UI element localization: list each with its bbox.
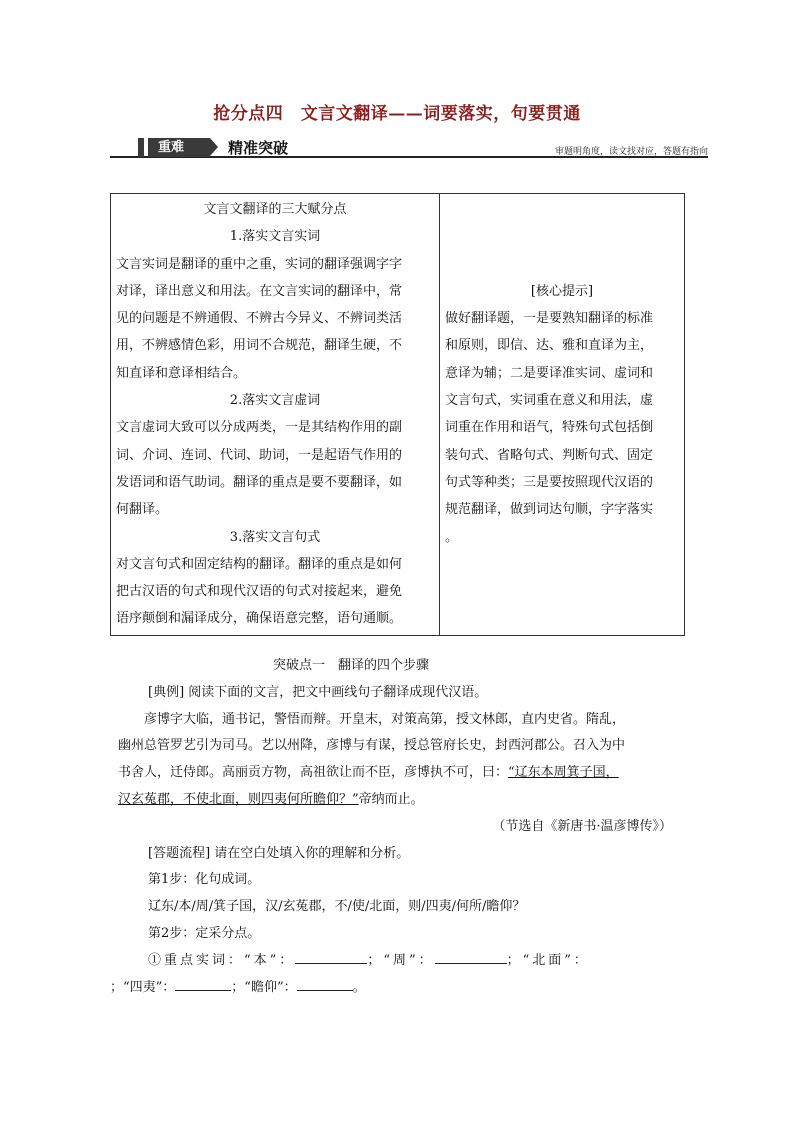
tip-line: 。 (445, 529, 459, 545)
banner-heading: 精准突破 (228, 139, 289, 157)
section-line: 见的问题是不辨通假、不辨古今异义、不辨词类活 (116, 311, 403, 327)
passage-line: 幽州总管罗艺引为司马。艺以州降，彦博与有谋，授总管府长史，封西河郡公。召入为中 (118, 738, 626, 754)
breakthrough-section (110, 653, 678, 1001)
table-left-heading: 文言文翻译的三大赋分点 (203, 202, 347, 217)
scoring-points-table (110, 193, 685, 636)
step-1-text: 辽东/本/周/箕子国，汉/玄菟郡，不/使/北面，则/四夷/何所/瞻仰？ (148, 899, 526, 915)
question-word: ；“北面”： (506, 952, 590, 968)
question-prefix: ①重点实词： (148, 952, 245, 968)
example-intro (118, 680, 678, 707)
example-label: [典例] (148, 684, 185, 700)
answer-blank[interactable] (175, 978, 231, 991)
step-1: 第1步：化句成词。 (148, 872, 261, 888)
scoring-points-cell (111, 194, 440, 636)
passage-text: 帝纳而止。 (358, 791, 424, 807)
tip-line: 做好翻译题，一是要熟知翻译的标准 (445, 311, 654, 327)
core-tips-heading: [核心提示] (530, 283, 594, 299)
passage-text: 书舍人，迁侍郎。高丽贡方物，高祖欲让而不臣，彦博执不可，曰： (118, 765, 509, 781)
answer-flow-label: [答题流程] (148, 845, 211, 861)
tip-line: 句式等种类；三是要按照现代汉语的 (445, 474, 654, 490)
tip-line: 意译为辅；二是要译准实词、虚词和 (445, 365, 654, 381)
answer-flow-instruction: 请在空白处填入你的理解和分析。 (214, 845, 410, 861)
section-line: 语序颠倒和漏译成分，确保语意完整，语句通顺。 (116, 611, 403, 627)
question-word: ；“四夷”： (110, 979, 176, 995)
question-end: 。 (352, 979, 366, 995)
passage-line: 彦博字大临，通书记，警悟而辩。开皇末，对策高第，授文林郎，直内史省。隋乱， (144, 711, 626, 727)
tip-line: 文言句式，实词重在意义和用法，虚 (445, 393, 654, 409)
example-instruction: 阅读下面的文言，把文中画线句子翻译成现代汉语。 (188, 684, 488, 700)
section-line: 知直译和意译相结合。 (116, 365, 247, 381)
section-heading: 1.落实文言实词 (229, 229, 321, 245)
section-line: 用，不辨感情色彩，用词不合规范，翻译生硬，不 (116, 338, 403, 354)
underlined-sentence: 汉玄菟郡，不使北面，则四夷何所瞻仰？” (118, 791, 359, 807)
section-line: 发语词和语气助词。翻译的重点是要不要翻译，如 (116, 474, 403, 490)
section-banner (110, 137, 708, 159)
section-heading: 3.落实文言句式 (229, 529, 321, 545)
passage-line (118, 787, 678, 814)
question-word: “本”： (244, 952, 296, 968)
answer-blank[interactable] (435, 951, 507, 964)
section-line: 把古汉语的句式和现代汉语的句式对接起来，避免 (116, 584, 403, 600)
underlined-sentence: “辽东本周箕子国， (508, 765, 619, 781)
core-tips-cell (440, 194, 685, 636)
tip-line: 和原则，即信、达、雅和直译为主， (445, 338, 654, 354)
badge-marker (138, 138, 144, 157)
section-line: 文言实词是翻译的重中之重，实词的翻译强调字字 (116, 256, 403, 272)
tip-line: 规范翻译，做到词达句顺，字字落实 (445, 502, 654, 518)
step-2: 第2步：定采分点。 (148, 925, 261, 941)
banner-subtitle: 审题明角度，读文找对应，答题有指向 (554, 147, 708, 157)
point-heading: 突破点一 翻译的四个步骤 (273, 658, 430, 673)
keyword-question (118, 948, 678, 975)
passage-source: （节选自《新唐书·温彦博传》） (492, 818, 672, 834)
tip-line: 装句式、省略句式、判断句式、固定 (445, 447, 654, 463)
question-word: ；“周”： (367, 952, 435, 968)
section-heading: 2.落实文言虚词 (229, 393, 321, 409)
question-word: ；“瞻仰”： (231, 979, 297, 995)
answer-blank[interactable] (295, 951, 367, 964)
page-title: 抢分点四 文言文翻译——词要落实，句要贯通 (213, 104, 581, 124)
section-line: 对译，译出意义和用法。在文言实词的翻译中，常 (116, 283, 403, 299)
keyword-question-cont (110, 975, 678, 1002)
passage-line (118, 760, 678, 787)
section-line: 文言虚词大致可以分成两类，一是其结构作用的副 (116, 420, 403, 436)
answer-flow-intro (118, 841, 678, 868)
section-line: 词、介词、连词、代词、助词，一是起语气作用的 (116, 447, 403, 463)
tip-line: 词重在作用和语气，特殊句式包括倒 (445, 420, 654, 436)
difficulty-badge: 重难 (148, 138, 210, 157)
answer-blank[interactable] (297, 978, 353, 991)
section-line: 何翻译。 (116, 502, 169, 518)
section-line: 对文言句式和固定结构的翻译。翻译的重点是如何 (116, 556, 403, 572)
